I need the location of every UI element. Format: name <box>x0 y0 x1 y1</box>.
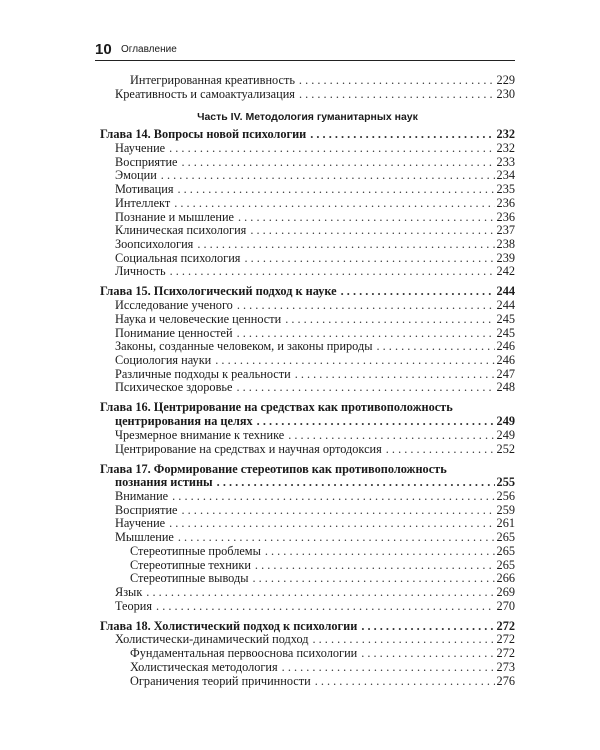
toc-entry[interactable] <box>100 531 515 545</box>
dot-leader <box>174 197 494 211</box>
toc-entry[interactable] <box>100 74 515 88</box>
entry-title: Глава 16. Центрирование на средствах как противоположность <box>100 400 453 415</box>
toc-entry[interactable] <box>100 504 515 518</box>
entry-title: Глава 14. Вопросы новой психологии <box>100 127 307 142</box>
entry-title: Стереотипные техники <box>130 557 251 572</box>
toc-entry[interactable] <box>100 340 515 354</box>
dot-leader <box>169 517 494 531</box>
dot-leader <box>377 340 495 354</box>
dot-leader <box>161 169 495 183</box>
entry-title: Научение <box>115 141 166 156</box>
toc-entry[interactable] <box>100 354 515 368</box>
dot-leader <box>237 299 495 313</box>
dot-leader <box>285 313 494 327</box>
entry-title: Восприятие <box>115 154 178 169</box>
part-heading: Часть IV. Методология гуманитарных наук <box>197 111 418 124</box>
toc-entry[interactable] <box>100 169 515 183</box>
dot-leader <box>341 285 495 299</box>
entry-title: Глава 17. Формирование стереотипов как противоположность <box>100 461 447 476</box>
entry-title: Эмоции <box>115 168 157 183</box>
toc-entry[interactable] <box>100 252 515 266</box>
entry-page: 247 <box>496 366 515 381</box>
dot-leader <box>156 600 495 614</box>
entry-page: 238 <box>496 236 515 251</box>
entry-page: 256 <box>496 489 515 504</box>
entry-page: 272 <box>496 618 515 633</box>
entry-page: 246 <box>496 339 515 354</box>
entry-title: Личность <box>115 264 166 279</box>
entry-title: познания истины <box>115 475 213 490</box>
entry-page: 239 <box>496 250 515 265</box>
entry-title: Чрезмерное внимание к технике <box>115 427 285 442</box>
dot-leader <box>310 128 494 142</box>
dot-leader <box>182 504 495 518</box>
entry-title: Понимание ценностей <box>115 325 233 340</box>
entry-title: Холистическая методология <box>130 659 278 674</box>
chapter-heading[interactable] <box>100 401 515 415</box>
entry-title: Клиническая психология <box>115 223 247 238</box>
chapter-heading-cont[interactable] <box>100 415 515 429</box>
chapter-heading[interactable] <box>100 620 515 634</box>
entry-page: 230 <box>496 86 515 101</box>
entry-title: Глава 15. Психологический подход к науке <box>100 284 337 299</box>
toc-entry[interactable] <box>100 675 515 689</box>
entry-title: Креативность и самоактуализация <box>115 86 295 101</box>
entry-page: 245 <box>496 311 515 326</box>
entry-title: Восприятие <box>115 502 178 517</box>
dot-leader <box>299 74 495 88</box>
entry-title: Наука и человеческие ценности <box>115 311 282 326</box>
header-title: Оглавление <box>121 44 177 55</box>
entry-title: Социальная психология <box>115 250 241 265</box>
dot-leader <box>237 327 495 341</box>
dot-leader <box>169 142 494 156</box>
entry-title: Ограничения теорий причинности <box>130 673 311 688</box>
entry-title: Интегрированная креативность <box>130 73 295 87</box>
dot-leader <box>295 368 495 382</box>
entry-page: 245 <box>496 325 515 340</box>
toc-entry[interactable] <box>100 183 515 197</box>
toc-entry[interactable] <box>100 197 515 211</box>
toc-entry[interactable] <box>100 238 515 252</box>
dot-leader <box>178 183 495 197</box>
dot-leader <box>236 381 494 395</box>
entry-page: 249 <box>496 427 515 442</box>
entry-page: 265 <box>496 557 515 572</box>
entry-page: 270 <box>496 598 515 613</box>
dot-leader <box>315 675 495 689</box>
dot-leader <box>255 559 495 573</box>
toc-entry[interactable] <box>100 88 515 102</box>
entry-title: Холистически-динамический подход <box>115 632 309 647</box>
dot-leader <box>238 211 495 225</box>
entry-page: 237 <box>496 223 515 238</box>
dot-leader <box>313 633 495 647</box>
toc-entry[interactable] <box>100 299 515 313</box>
entry-title: Фундаментальная первооснова психологии <box>130 646 358 661</box>
toc-entry[interactable] <box>100 429 515 443</box>
entry-title: Социология науки <box>115 352 212 367</box>
table-of-contents <box>100 74 515 688</box>
dot-leader <box>217 476 495 490</box>
toc-entry[interactable] <box>100 633 515 647</box>
entry-title: Центрирование на средствах и научная ортодоксия <box>115 441 382 456</box>
dot-leader <box>299 88 495 102</box>
entry-page: 234 <box>496 168 515 183</box>
toc-entry[interactable] <box>100 545 515 559</box>
entry-page: 273 <box>496 659 515 674</box>
dot-leader <box>265 545 495 559</box>
toc-entry[interactable] <box>100 368 515 382</box>
entry-page: 242 <box>496 264 515 279</box>
toc-entry[interactable] <box>100 156 515 170</box>
toc-entry[interactable] <box>100 559 515 573</box>
toc-entry[interactable] <box>100 443 515 457</box>
toc-entry[interactable] <box>100 661 515 675</box>
entry-title: Теория <box>115 598 153 613</box>
entry-title: Мотивация <box>115 182 174 197</box>
entry-page: 259 <box>496 502 515 517</box>
entry-title: Познание и мышление <box>115 209 234 224</box>
entry-page: 229 <box>496 73 515 87</box>
entry-page: 232 <box>496 127 515 142</box>
page-number: 10 <box>95 41 112 58</box>
entry-title: центрирования на целях <box>115 414 253 429</box>
entry-page: 255 <box>496 475 515 490</box>
entry-page: 249 <box>496 414 515 429</box>
dot-leader <box>244 252 494 266</box>
entry-page: 244 <box>496 298 515 313</box>
dot-leader <box>252 572 494 586</box>
entry-page: 265 <box>496 530 515 545</box>
entry-page: 252 <box>496 441 515 456</box>
entry-page: 269 <box>496 584 515 599</box>
dot-leader <box>197 238 494 252</box>
entry-title: Зоопсихология <box>115 236 194 251</box>
entry-page: 248 <box>496 380 515 395</box>
chapter-heading-cont[interactable] <box>100 476 515 490</box>
toc-entry[interactable] <box>100 600 515 614</box>
entry-page: 265 <box>496 543 515 558</box>
dot-leader <box>257 415 495 429</box>
toc-entry[interactable] <box>100 586 515 600</box>
dot-leader <box>250 224 494 238</box>
dot-leader <box>146 586 494 600</box>
entry-page: 244 <box>496 284 515 299</box>
toc-entry[interactable] <box>100 647 515 661</box>
entry-page: 246 <box>496 352 515 367</box>
entry-title: Глава 18. Холистический подход к психологии <box>100 618 358 633</box>
running-header <box>95 40 515 61</box>
entry-page: 232 <box>496 141 515 156</box>
entry-title: Интеллект <box>115 195 171 210</box>
entry-title: Различные подходы к реальности <box>115 366 291 381</box>
toc-entry[interactable] <box>100 142 515 156</box>
dot-leader <box>282 661 495 675</box>
dot-leader <box>386 443 495 457</box>
toc-entry[interactable] <box>100 327 515 341</box>
dot-leader <box>361 620 494 634</box>
toc-entry[interactable] <box>100 381 515 395</box>
entry-title: Психическое здоровье <box>115 380 233 395</box>
entry-title: Стереотипные проблемы <box>130 543 261 558</box>
dot-leader <box>215 354 494 368</box>
entry-page: 235 <box>496 182 515 197</box>
entry-page: 236 <box>496 209 515 224</box>
entry-title: Язык <box>115 584 143 599</box>
toc-entry[interactable] <box>100 517 515 531</box>
dot-leader <box>288 429 494 443</box>
dot-leader <box>182 156 495 170</box>
toc-entry[interactable] <box>100 572 515 586</box>
chapter-heading[interactable] <box>100 463 515 477</box>
entry-title: Научение <box>115 516 166 531</box>
entry-title: Внимание <box>115 489 169 504</box>
dot-leader <box>361 647 494 661</box>
dot-leader <box>178 531 495 545</box>
toc-entry[interactable] <box>100 313 515 327</box>
entry-page: 272 <box>496 632 515 647</box>
entry-page: 233 <box>496 154 515 169</box>
entry-page: 261 <box>496 516 515 531</box>
entry-page: 236 <box>496 195 515 210</box>
toc-entry[interactable] <box>100 211 515 225</box>
dot-leader <box>170 265 495 279</box>
entry-title: Исследование ученого <box>115 298 233 313</box>
toc-entry[interactable] <box>100 490 515 504</box>
entry-title: Мышление <box>115 530 174 545</box>
toc-entry[interactable] <box>100 224 515 238</box>
entry-title: Законы, созданные человеком, и законы природы <box>115 339 373 354</box>
dot-leader <box>172 490 494 504</box>
chapter-heading[interactable] <box>100 285 515 299</box>
entry-page: 266 <box>496 571 515 586</box>
entry-page: 272 <box>496 646 515 661</box>
toc-entry[interactable] <box>100 265 515 279</box>
entry-title: Стереотипные выводы <box>130 571 249 586</box>
chapter-heading[interactable] <box>100 128 515 142</box>
entry-page: 276 <box>496 673 515 688</box>
